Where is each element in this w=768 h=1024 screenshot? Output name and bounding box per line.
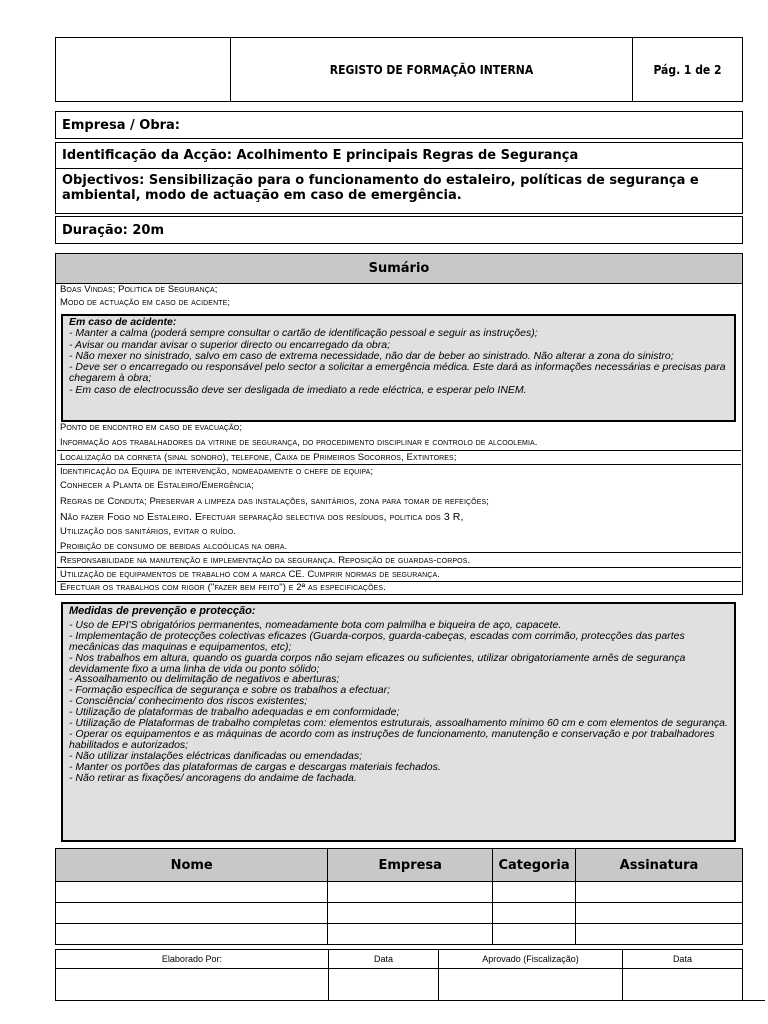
nome-cell[interactable] [56,882,328,903]
acidente-line: - Não mexer no sinistrado, salvo em caso de extrema necessidade, não dar de beber ao sinistrado. Não alterar a zona do sinistro; [69,349,674,362]
empresa-obra-field: Empresa / Obra: [55,111,743,139]
assinatura-cell[interactable] [576,882,743,903]
document-title: REGISTO DE FORMAÇÃO INTERNA [230,37,633,102]
medidas-line: - Nos trabalhos em altura, quando os guarda corpos não sejam eficazes ou suficientes, utilizar obrigatoriamente arnês de segurança devidamente fixo a uma linha de vida ou ponto sólido; [69,651,686,675]
medidas-line: - Utilização de plataformas de trabalho adequadas e em conformidade; [69,706,400,719]
sumario-item: Responsabilidade na manutenção e implementação da segurança. Reposição de guardas-corpos. [57,553,741,568]
sumario-item: Utilização dos sanitários, evitar o ruído. [60,526,237,537]
medidas-line: - Operar os equipamentos e as máquinas de acordo com as instruções de funcionamento, manutenção e conservação e por trabalhadores habilitados e autorizados; [69,727,715,751]
sumario-item: Conhecer a Planta de Estaleiro/Emergência; [60,480,254,491]
assinatura-cell[interactable] [576,924,743,945]
sumario-item: Utilização de equipamentos de trabalho com a marca CE. Cumprir normas de segurança. [57,568,741,582]
acidente-line: - Manter a calma (poderá sempre consultar o cartão de identificação pessoal e seguir as instruções); [69,327,538,340]
categoria-cell[interactable] [493,903,576,924]
sumario-item: Localização da corneta (sinal sonoro), telefone, Caixa de Primeiros Socorros, Extintores; [57,451,741,465]
medidas-line: - Assoalhamento ou delimitação de negativos e aberturas; [69,673,340,686]
col-empresa: Empresa [328,849,493,882]
aprovado-label: Aprovado (Fiscalização) [439,950,623,969]
medidas-line: - Não retirar as fixações/ ancoragens do andaime de fachada. [69,771,357,784]
acidente-line: - Deve ser o encarregado ou responsável pelo sector a solicitar a emergência médica. Este dará as informações necessárias e precisas para chegarem à obra; [69,361,726,385]
sumario-item: Boas Vindas; Politica de Segurança; [60,284,218,295]
medidas-line: - Implementação de protecções colectivas eficazes (Guarda-corpos, guarda-cabeças, escadas com corrimão, protecções das partes mecânicas das maquinas e equipamentos, etc); [69,629,685,653]
nome-cell[interactable] [56,903,328,924]
data-label: Data [622,950,742,969]
table-row [56,882,743,903]
categoria-cell[interactable] [493,882,576,903]
sumario-item: Não fazer Fogo no Estaleiro. Efectuar separação selectiva dos resíduos, politica dos 3 R, [60,511,464,523]
medidas-line: - Manter os portões das plataformas de cargas e descargas materiais fechados. [69,760,441,773]
col-categoria: Categoria [493,849,576,882]
sumario-item: Ponto de encontro em caso de evacuação; [60,422,243,433]
table-row [56,924,743,945]
objectivos: Objectivos: Sensibilização para o funcionamento do estaleiro, políticas de segurança e ambiental, modo de actuação em caso de emergência. [55,168,743,214]
elaborado-label: Elaborado Por: [56,950,329,969]
page-number: Pág. 1 de 2 [632,37,743,102]
aprovado-cell[interactable] [439,969,623,1001]
sumario-item: Identificação da Equipa de intervenção, nomeadamente o chefe de equipa; [60,466,374,477]
medidas-line: - Utilização de Plataformas de trabalho completas com: elementos estruturais, assoalhamento mínimo 60 cm e com elementos de segurança. [69,717,728,730]
identificacao-accao: Identificação da Acção: Acolhimento E principais Regras de Segurança [55,142,743,169]
sumario-item: Modo de actuação em caso de acidente; [60,297,231,308]
sumario-item: Proibição de consumo de bebidas alcoólicas na obra. [57,539,741,553]
empresa-cell[interactable] [328,882,493,903]
sumario-item: Efectuar os trabalhos com rigor ("fazer bem feito") e 2ª as especificações. [60,582,386,593]
acidente-box [61,314,736,422]
approval-table [55,949,743,1001]
acidente-line: - Avisar ou mandar avisar o superior directo ou encarregado da obra; [69,338,391,351]
categoria-cell[interactable] [493,924,576,945]
col-assinatura: Assinatura [576,849,743,882]
duracao: Duração: 20m [55,216,743,244]
acidente-title: Em caso de acidente: [69,316,177,328]
acidente-line: - Em caso de electrocussão deve ser desligada de imediato a rede eléctrica, e esperar pelo INEM. [69,383,527,396]
header-logo-cell [55,37,231,102]
signature-table [55,848,743,945]
sumario-item: Informação aos trabalhadores da vitrine de segurança, do procedimento disciplinar e controlo de alcoolemia. [57,435,741,451]
empresa-cell[interactable] [328,903,493,924]
empresa-cell[interactable] [328,924,493,945]
medidas-title: Medidas de prevenção e protecção: [69,605,256,617]
medidas-line: - Consciência/ conhecimento dos riscos existentes; [69,695,308,708]
medidas-line: - Formação específica de segurança e sobre os trabalhos a efectuar; [69,684,391,697]
table-row [56,903,743,924]
medidas-line: - Uso de EPI'S obrigatórios permanentes, nomeadamente bota com palmilha e biqueira de aço, capacete. [69,618,562,631]
data-cell[interactable] [328,969,438,1001]
nome-cell[interactable] [56,924,328,945]
col-nome: Nome [56,849,328,882]
data-label: Data [328,950,438,969]
data-cell[interactable] [622,969,742,1001]
bottom-rule [55,1000,765,1001]
elaborado-cell[interactable] [56,969,329,1001]
medidas-box [61,602,736,842]
sumario-header: Sumário [55,253,743,284]
medidas-line: - Não utilizar instalações eléctricas danificadas ou emendadas; [69,749,362,762]
assinatura-cell[interactable] [576,903,743,924]
sumario-item: Regras de Conduta; Preservar a limpeza das instalações, sanitários, zona para tomar de refeições; [60,496,489,507]
